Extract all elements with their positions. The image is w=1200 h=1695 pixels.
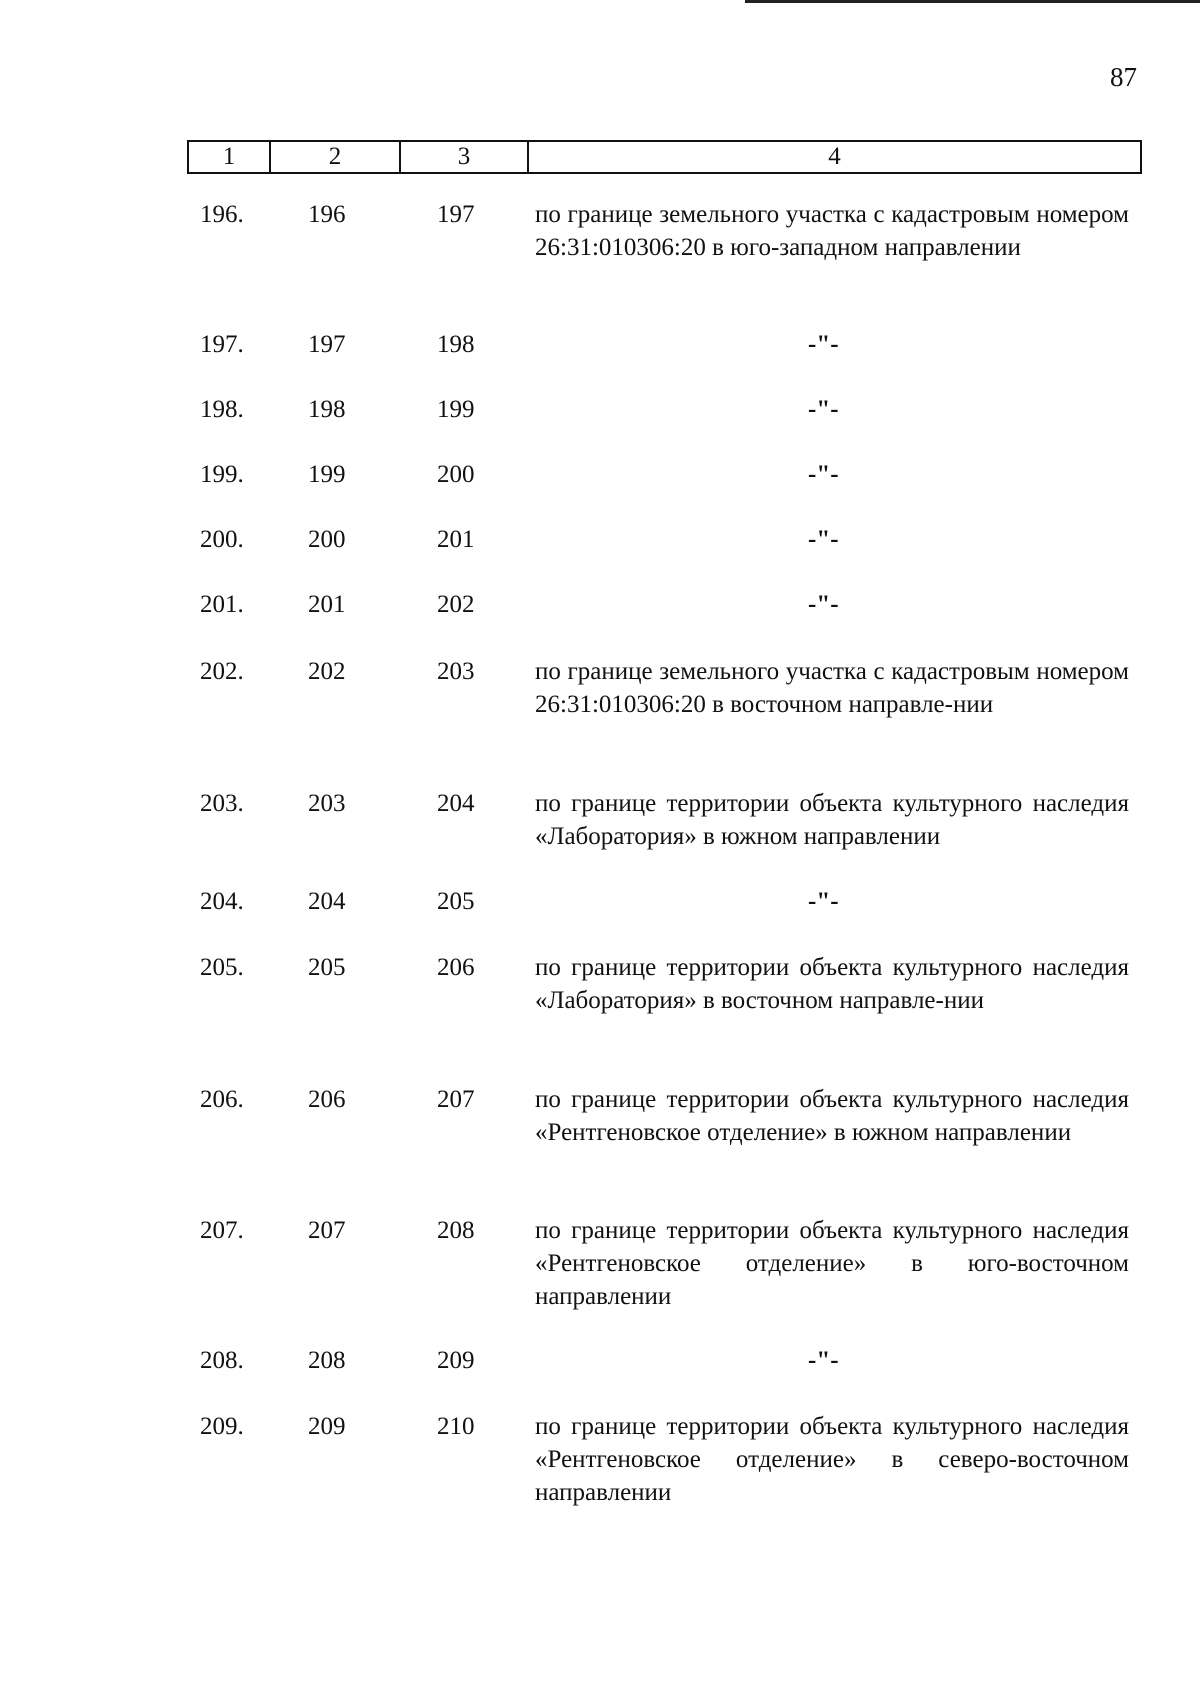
to-point: 201 xyxy=(437,526,475,553)
boundary-description: по границе территории объекта культурного наследия «Рентгеновское отделение» в северо-восточном направлении xyxy=(535,1413,1129,1506)
from-point: 207 xyxy=(308,1217,346,1244)
to-point: 208 xyxy=(437,1217,475,1244)
row-number: 200. xyxy=(200,526,244,553)
row-number: 197. xyxy=(200,331,244,358)
ditto-mark: -"- xyxy=(808,461,839,488)
row-number: 201. xyxy=(200,591,244,618)
from-point: 204 xyxy=(308,888,346,915)
boundary-description: по границе земельного участка с кадастровым номером 26:31:010306:20 в восточном направле-нии xyxy=(535,658,1129,718)
row-number: 205. xyxy=(200,954,244,981)
from-point: 200 xyxy=(308,526,346,553)
ditto-mark: -"- xyxy=(808,888,839,915)
to-point: 207 xyxy=(437,1086,475,1113)
from-point: 201 xyxy=(308,591,346,618)
header-cell-1: 1 xyxy=(189,142,271,172)
from-point: 196 xyxy=(308,201,346,228)
to-point: 197 xyxy=(437,201,475,228)
boundary-description: по границе территории объекта культурного наследия «Лаборатория» в восточном направле-нии xyxy=(535,954,1129,1014)
from-point: 202 xyxy=(308,658,346,685)
boundary-description: по границе территории объекта культурного наследия «Рентгеновское отделение» в южном направлении xyxy=(535,1086,1129,1146)
from-point: 199 xyxy=(308,461,346,488)
from-point: 206 xyxy=(308,1086,346,1113)
to-point: 205 xyxy=(437,888,475,915)
header-cell-4: 4 xyxy=(828,143,841,170)
ditto-mark: -"- xyxy=(808,526,839,553)
to-point: 198 xyxy=(437,331,475,358)
table-header xyxy=(187,140,1142,174)
page-number: 87 xyxy=(1110,62,1137,92)
to-point: 203 xyxy=(437,658,475,685)
boundary-description: по границе территории объекта культурного наследия «Рентгеновское отделение» в юго-восточном направлении xyxy=(535,1217,1129,1310)
from-point: 209 xyxy=(308,1413,346,1440)
row-number: 203. xyxy=(200,790,244,817)
from-point: 203 xyxy=(308,790,346,817)
ditto-mark: -"- xyxy=(808,396,839,423)
to-point: 206 xyxy=(437,954,475,981)
row-number: 196. xyxy=(200,201,244,228)
ditto-mark: -"- xyxy=(808,331,839,358)
to-point: 204 xyxy=(437,790,475,817)
to-point: 210 xyxy=(437,1413,475,1440)
boundary-description: по границе территории объекта культурного наследия «Лаборатория» в южном направлении xyxy=(535,790,1129,850)
header-cell-3: 3 xyxy=(401,142,529,172)
to-point: 202 xyxy=(437,591,475,618)
row-number: 208. xyxy=(200,1347,244,1374)
header-cell-2: 2 xyxy=(271,142,401,172)
to-point: 209 xyxy=(437,1347,475,1374)
row-number: 209. xyxy=(200,1413,244,1440)
from-point: 197 xyxy=(308,331,346,358)
ditto-mark: -"- xyxy=(808,591,839,618)
top-rule xyxy=(745,0,1200,3)
row-number: 204. xyxy=(200,888,244,915)
to-point: 199 xyxy=(437,396,475,423)
from-point: 205 xyxy=(308,954,346,981)
to-point: 200 xyxy=(437,461,475,488)
ditto-mark: -"- xyxy=(808,1347,839,1374)
row-number: 202. xyxy=(200,658,244,685)
from-point: 198 xyxy=(308,396,346,423)
row-number: 207. xyxy=(200,1217,244,1244)
boundary-description: по границе земельного участка с кадастровым номером 26:31:010306:20 в юго-западном направлении xyxy=(535,201,1129,261)
from-point: 208 xyxy=(308,1347,346,1374)
row-number: 199. xyxy=(200,461,244,488)
row-number: 198. xyxy=(200,396,244,423)
row-number: 206. xyxy=(200,1086,244,1113)
